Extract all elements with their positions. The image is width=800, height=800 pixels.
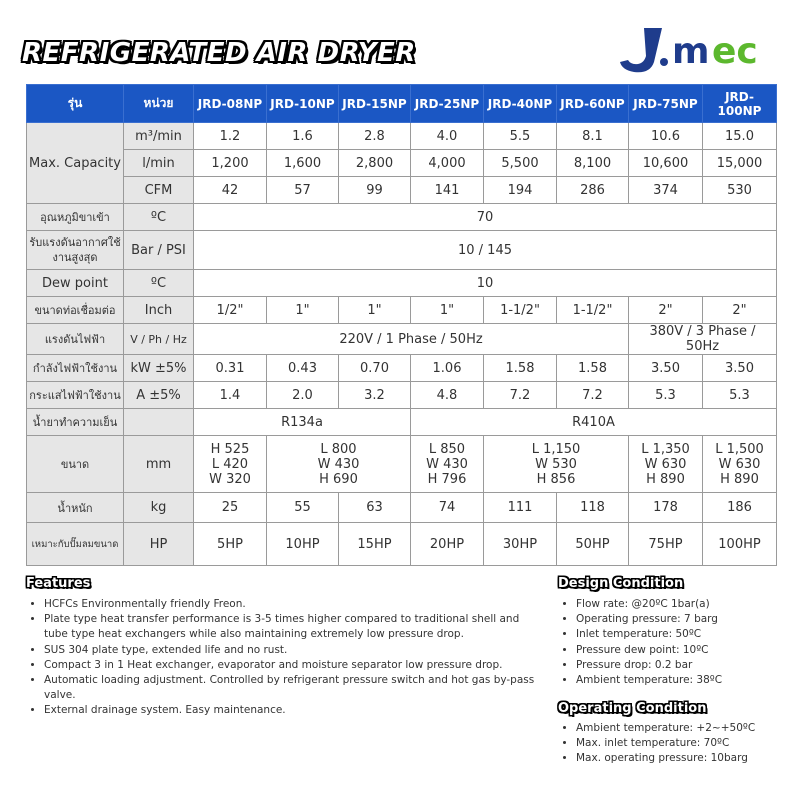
list-item: • Automatic loading adjustment. Controlled by refrigerant pressure switch and hot gas by-pass valve. <box>44 673 544 703</box>
header-row <box>27 85 777 123</box>
dimension-cell <box>267 436 411 493</box>
list-item: • Pressure dew point: 10ºC <box>576 643 800 658</box>
list-item: • Compact 3 in 1 Heat exchanger, evaporator and moisture separator low pressure drop. <box>44 658 544 673</box>
table-cell: 10HP <box>267 523 339 566</box>
dew-point-value: 10 <box>194 270 777 297</box>
table-cell: 7.2 <box>557 382 629 409</box>
header-model-1: JRD-08NP <box>194 85 267 123</box>
capacity-row-m3 <box>27 123 777 150</box>
header-model-2: JRD-10NP <box>267 85 339 123</box>
list-item: • HCFCs Environmentally friendly Freon. <box>44 597 544 612</box>
list-item: • Flow rate: @20ºC 1bar(a) <box>576 597 800 612</box>
table-cell: 286 <box>557 177 629 204</box>
table-cell: 15.0 <box>703 123 777 150</box>
table-cell: 50HP <box>557 523 629 566</box>
header-unit: หน่วย <box>124 85 194 123</box>
table-cell: 20HP <box>411 523 484 566</box>
power-unit: kW ±5% <box>124 355 194 382</box>
max-pressure-value: 10 / 145 <box>194 231 777 270</box>
dim-line: L 800 <box>320 441 357 457</box>
max-pressure-unit: Bar / PSI <box>124 231 194 270</box>
table-cell: 2" <box>703 297 777 324</box>
table-cell: 5.5 <box>484 123 557 150</box>
table-cell: 74 <box>411 493 484 523</box>
dim-line: L 1,350 <box>641 441 690 457</box>
table-cell: 25 <box>194 493 267 523</box>
list-item: • External drainage system. Easy maintenance. <box>44 703 544 718</box>
table-cell: 2,800 <box>339 150 411 177</box>
features-list <box>26 597 544 719</box>
table-cell: 100HP <box>703 523 777 566</box>
dim-line: H 890 <box>720 471 759 487</box>
table-cell: 1,200 <box>194 150 267 177</box>
operating-condition-list <box>558 721 800 767</box>
dim-line: L 850 <box>428 441 466 457</box>
design-condition-title: Design Condition <box>558 576 684 591</box>
dim-line: L 1,150 <box>531 441 581 457</box>
inlet-temp-unit: ºC <box>124 204 194 231</box>
capacity-unit-m3: m³/min <box>124 123 194 150</box>
dim-line: W 430 <box>317 456 360 472</box>
table-cell: 2.0 <box>267 382 339 409</box>
max-pressure-row <box>27 231 777 270</box>
table-cell: 118 <box>557 493 629 523</box>
inlet-temp-value: 70 <box>194 204 777 231</box>
table-cell: 1" <box>339 297 411 324</box>
dimension-cell <box>194 436 267 493</box>
hp-label: เหมาะกับปั๊มลมขนาด <box>27 523 124 566</box>
dimension-cell <box>411 436 484 493</box>
table-cell: 5.3 <box>629 382 703 409</box>
table-cell: 1.2 <box>194 123 267 150</box>
list-item: • Max. inlet temperature: 70ºC <box>576 736 800 751</box>
inlet-temp-row <box>27 204 777 231</box>
capacity-row-lmin <box>27 150 777 177</box>
table-cell: 186 <box>703 493 777 523</box>
table-cell: 99 <box>339 177 411 204</box>
voltage-label: แรงดันไฟฟ้า <box>27 324 124 355</box>
table-cell: 15,000 <box>703 150 777 177</box>
capacity-label: Max. Capacity <box>27 123 124 204</box>
table-cell: 3.50 <box>703 355 777 382</box>
spec-table <box>26 84 777 566</box>
table-cell: 1.6 <box>267 123 339 150</box>
table-cell: 55 <box>267 493 339 523</box>
table-cell: 3.2 <box>339 382 411 409</box>
voltage-value-single-phase: 220V / 1 Phase / 50Hz <box>194 324 629 355</box>
dimension-cell <box>703 436 777 493</box>
table-cell: 0.70 <box>339 355 411 382</box>
list-item: • Plate type heat transfer performance is 3-5 times higher compared to traditional shell and tube type heat exchangers while also maintaining extremely low pressure drop. <box>44 612 544 642</box>
table-cell: 4.8 <box>411 382 484 409</box>
table-cell: 1.58 <box>484 355 557 382</box>
hp-row <box>27 523 777 566</box>
dew-point-unit: ºC <box>124 270 194 297</box>
dim-line: W 430 <box>426 456 468 472</box>
table-cell: 1.06 <box>411 355 484 382</box>
header-model-7: JRD-75NP <box>629 85 703 123</box>
table-cell: 194 <box>484 177 557 204</box>
weight-unit: kg <box>124 493 194 523</box>
dimension-row <box>27 436 777 493</box>
refrigerant-row <box>27 409 777 436</box>
dimension-label: ขนาด <box>27 436 124 493</box>
features-title: Features <box>26 576 91 591</box>
inlet-temp-label: อุณหภูมิขาเข้า <box>27 204 124 231</box>
table-cell: 1.4 <box>194 382 267 409</box>
dim-line: H 690 <box>319 471 358 487</box>
jmec-logo <box>614 18 776 78</box>
table-cell: 15HP <box>339 523 411 566</box>
dim-line: H 796 <box>427 471 467 487</box>
design-condition-list <box>558 597 800 688</box>
pipe-unit: Inch <box>124 297 194 324</box>
current-label: กระแสไฟฟ้าใช้งาน <box>27 382 124 409</box>
table-cell: 0.31 <box>194 355 267 382</box>
dimension-unit: mm <box>124 436 194 493</box>
header-model: รุ่น <box>27 85 124 123</box>
list-item: • Operating pressure: 7 barg <box>576 612 800 627</box>
table-cell: 10.6 <box>629 123 703 150</box>
table-cell: 1-1/2" <box>484 297 557 324</box>
refrigerant-unit <box>124 409 194 436</box>
dim-line: W 630 <box>718 456 761 472</box>
table-cell: 1" <box>267 297 339 324</box>
table-cell: 10,600 <box>629 150 703 177</box>
dimension-cell <box>484 436 629 493</box>
dim-line: W 630 <box>644 456 687 472</box>
pipe-label: ขนาดท่อเชื่อมต่อ <box>27 297 124 324</box>
dim-line: L 1,500 <box>715 441 764 457</box>
table-cell: 30HP <box>484 523 557 566</box>
hp-unit: HP <box>124 523 194 566</box>
table-cell: 75HP <box>629 523 703 566</box>
current-unit: A ±5% <box>124 382 194 409</box>
dim-line: W 530 <box>535 456 577 472</box>
max-pressure-label: รับแรงดันอากาศใช้งานสูงสุด <box>27 231 124 270</box>
pipe-row <box>27 297 777 324</box>
dimension-cell <box>629 436 703 493</box>
refrigerant-value-r134a: R134a <box>194 409 411 436</box>
table-cell: 1" <box>411 297 484 324</box>
header-model-4: JRD-25NP <box>411 85 484 123</box>
dim-line: L 420 <box>211 456 249 472</box>
table-cell: 8,100 <box>557 150 629 177</box>
power-row <box>27 355 777 382</box>
capacity-unit-lmin: l/min <box>124 150 194 177</box>
table-cell: 5HP <box>194 523 267 566</box>
list-item: • Pressure drop: 0.2 bar <box>576 658 800 673</box>
table-cell: 1-1/2" <box>557 297 629 324</box>
table-cell: 5.3 <box>703 382 777 409</box>
table-cell: 1/2" <box>194 297 267 324</box>
dew-point-row <box>27 270 777 297</box>
dim-line: W 320 <box>209 471 251 487</box>
table-cell: 42 <box>194 177 267 204</box>
svg-text:ec: ec <box>712 31 758 72</box>
list-item: • SUS 304 plate type, extended life and no rust. <box>44 643 544 658</box>
table-cell: 530 <box>703 177 777 204</box>
table-cell: 8.1 <box>557 123 629 150</box>
table-cell: 3.50 <box>629 355 703 382</box>
list-item: • Ambient temperature: 38ºC <box>576 673 800 688</box>
voltage-value-three-phase: 380V / 3 Phase / 50Hz <box>629 324 777 355</box>
table-cell: 2.8 <box>339 123 411 150</box>
header-model-6: JRD-60NP <box>557 85 629 123</box>
dim-line: H 890 <box>646 471 685 487</box>
list-item: • Inlet temperature: 50ºC <box>576 627 800 642</box>
table-cell: 2" <box>629 297 703 324</box>
table-cell: 4.0 <box>411 123 484 150</box>
weight-label: น้ำหนัก <box>27 493 124 523</box>
table-cell: 4,000 <box>411 150 484 177</box>
table-cell: 5,500 <box>484 150 557 177</box>
table-cell: 111 <box>484 493 557 523</box>
table-cell: 141 <box>411 177 484 204</box>
dim-line: H 856 <box>536 471 576 487</box>
voltage-row <box>27 324 777 355</box>
power-label: กำลังไฟฟ้าใช้งาน <box>27 355 124 382</box>
weight-row <box>27 493 777 523</box>
table-cell: 374 <box>629 177 703 204</box>
current-row <box>27 382 777 409</box>
capacity-row-cfm <box>27 177 777 204</box>
header-model-3: JRD-15NP <box>339 85 411 123</box>
list-item: • Ambient temperature: +2~+50ºC <box>576 721 800 736</box>
header-model-8: JRD-100NP <box>703 85 777 123</box>
svg-text:m: m <box>672 31 710 72</box>
dew-point-label: Dew point <box>27 270 124 297</box>
refrigerant-label: น้ำยาทำความเย็น <box>27 409 124 436</box>
header-model-5: JRD-40NP <box>484 85 557 123</box>
table-cell: 1,600 <box>267 150 339 177</box>
table-cell: 57 <box>267 177 339 204</box>
table-cell: 0.43 <box>267 355 339 382</box>
page-title: REFRIGERATED AIR DRYER <box>22 38 416 68</box>
table-cell: 178 <box>629 493 703 523</box>
table-cell: 1.58 <box>557 355 629 382</box>
dim-line: H 525 <box>210 441 250 457</box>
operating-condition-title: Operating Condition <box>558 701 707 716</box>
table-cell: 7.2 <box>484 382 557 409</box>
capacity-unit-cfm: CFM <box>124 177 194 204</box>
logo-j-mark <box>620 28 668 72</box>
table-cell: 63 <box>339 493 411 523</box>
refrigerant-value-r410a: R410A <box>411 409 777 436</box>
voltage-unit: V / Ph / Hz <box>124 324 194 355</box>
list-item: • Max. operating pressure: 10barg <box>576 751 800 766</box>
